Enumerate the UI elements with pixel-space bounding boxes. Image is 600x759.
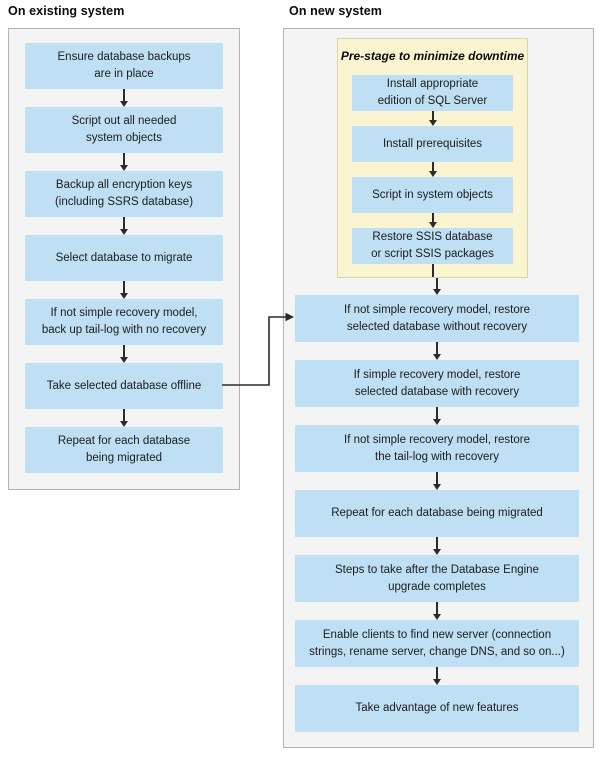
prestage-step-prerequisites: Install prerequisites [352,126,513,162]
left-panel-title: On existing system [8,4,125,18]
left-step-select-database: Select database to migrate [25,235,223,281]
existing-system-panel [8,28,240,490]
arrow-down-icon [295,667,579,685]
arrow-down-icon [25,89,223,107]
prestage-group [337,38,528,278]
right-step-restore-without-recovery: If not simple recovery model, restore selected database without recovery [295,295,579,342]
left-step-backup-keys: Backup all encryption keys (including SSRS database) [25,171,223,217]
prestage-step-script-objects: Script in system objects [352,177,513,213]
left-step-take-offline: Take selected database offline [25,363,223,409]
prestage-step-restore-ssis: Restore SSIS database or script SSIS packages [352,228,513,264]
arrow-down-icon [25,409,223,427]
arrow-down-icon [295,278,579,295]
prestage-title: Pre-stage to minimize downtime [340,49,525,63]
arrow-down-icon [352,213,513,228]
left-step-repeat: Repeat for each database being migrated [25,427,223,473]
arrow-shaft [432,264,434,277]
left-step-script-objects: Script out all needed system objects [25,107,223,153]
arrow-down-icon [295,407,579,425]
left-step-ensure-backups: Ensure database backups are in place [25,43,223,89]
arrow-down-icon [25,153,223,171]
arrow-down-icon [295,342,579,360]
prestage-step-install-sql: Install appropriate edition of SQL Server [352,75,513,111]
arrow-down-icon [295,537,579,555]
right-step-new-features: Take advantage of new features [295,685,579,732]
right-step-repeat: Repeat for each database being migrated [295,490,579,537]
arrow-down-icon [295,602,579,620]
arrow-down-icon [295,472,579,490]
arrow-down-icon [25,217,223,235]
arrow-down-icon [25,345,223,363]
left-step-tail-log-backup: If not simple recovery model, back up tail-log with no recovery [25,299,223,345]
right-step-tail-log-restore: If not simple recovery model, restore the tail-log with recovery [295,425,579,472]
right-step-restore-with-recovery: If simple recovery model, restore selected database with recovery [295,360,579,407]
right-step-enable-clients: Enable clients to find new server (connection strings, rename server, change DNS, and so on...) [295,620,579,667]
arrow-down-icon [352,111,513,126]
new-system-panel [283,28,594,748]
right-panel-title: On new system [289,4,382,18]
arrow-down-icon [25,281,223,299]
arrow-down-icon [352,162,513,177]
right-step-post-upgrade: Steps to take after the Database Engine upgrade completes [295,555,579,602]
